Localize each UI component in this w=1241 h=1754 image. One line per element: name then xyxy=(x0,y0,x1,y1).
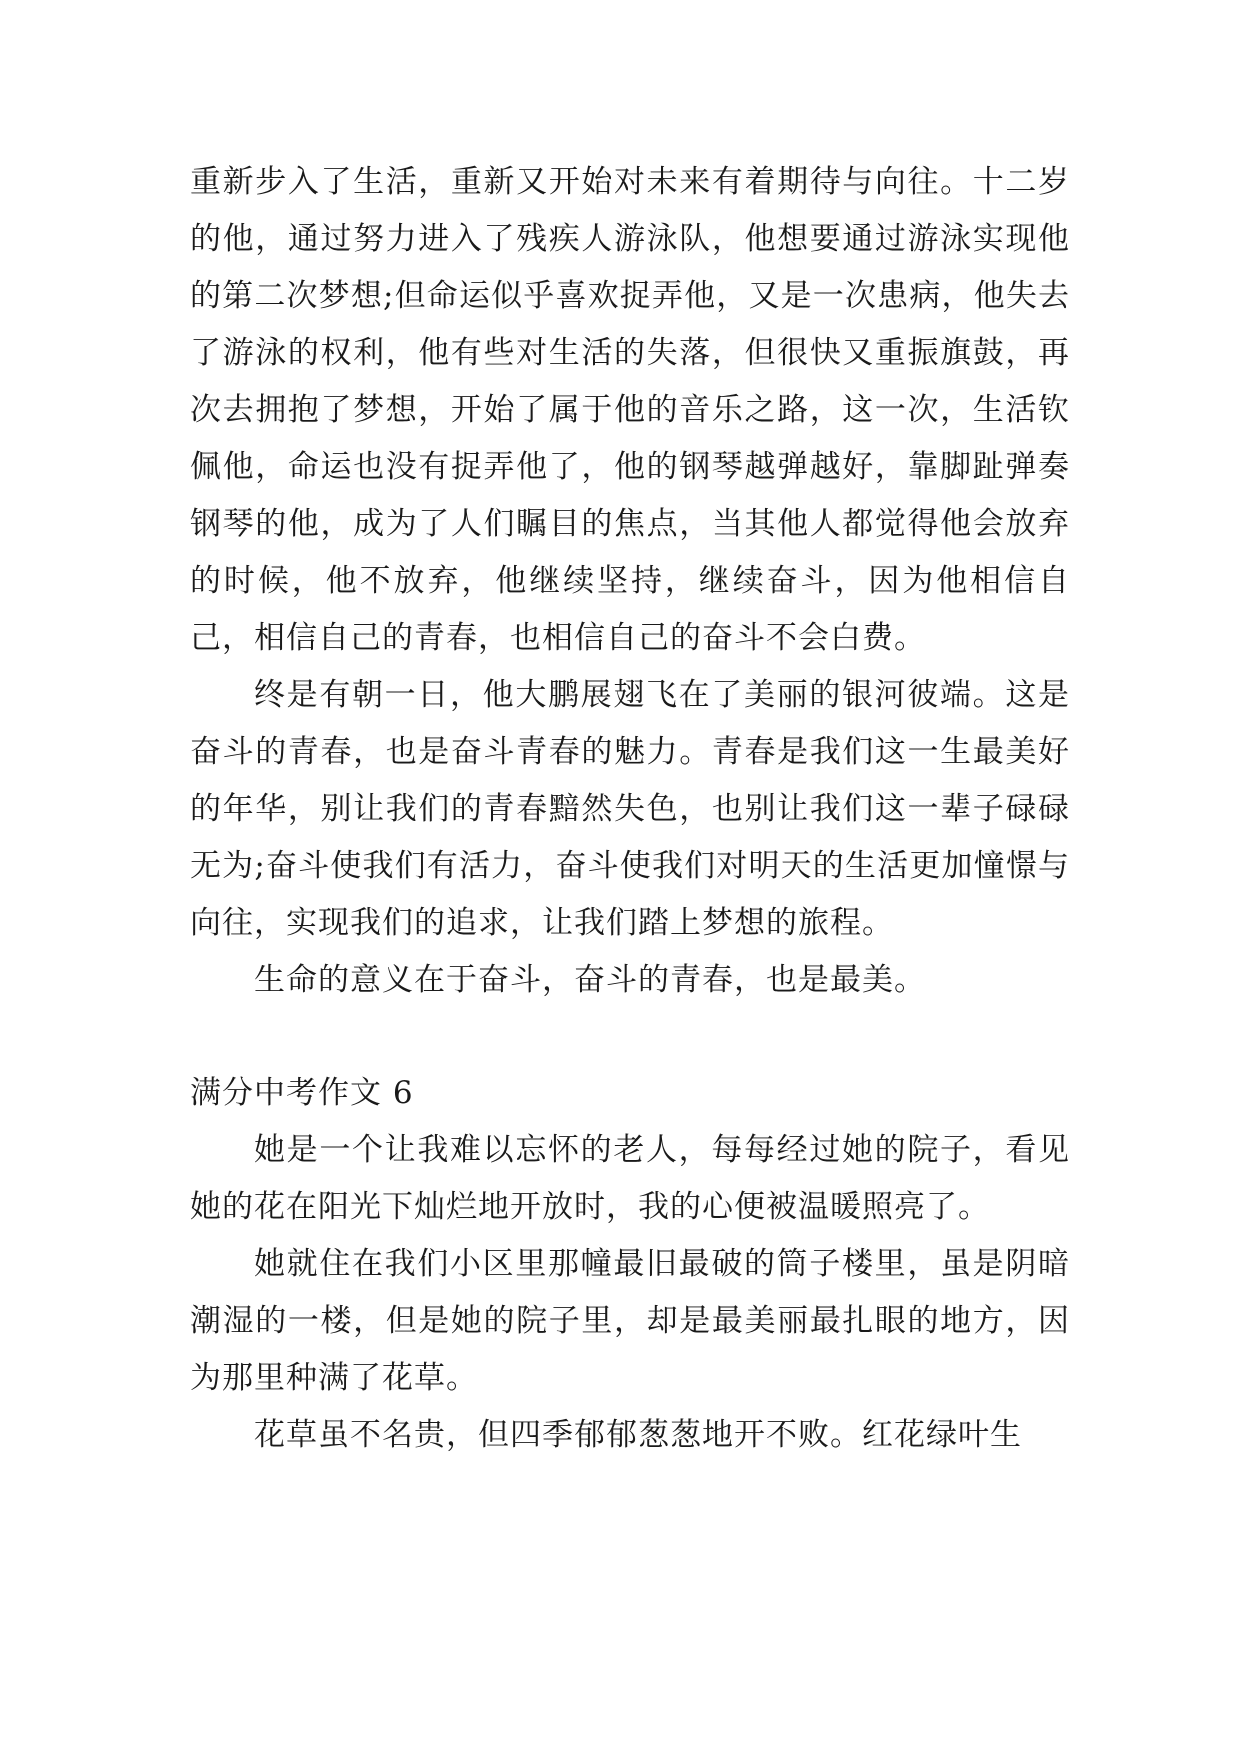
paragraph-4: 她是一个让我难以忘怀的老人，每每经过她的院子，看见她的花在阳光下灿烂地开放时，我的心便被温暖照亮了。 xyxy=(190,1132,1070,1225)
paragraph-2: 终是有朝一日，他大鹏展翅飞在了美丽的银河彼端。这是奋斗的青春，也是奋斗青春的魅力。青春是我们这一生最美好的年华，别让我们的青春黯然失色，也别让我们这一辈子碌碌无为;奋斗使我们有活力，奋斗使我们对明天的生活更加憧憬与向往，实现我们的追求，让我们踏上梦想的旅程。 xyxy=(190,677,1070,941)
paragraph-6: 花草虽不名贵，但四季郁郁葱葱地开不败。红花绿叶生 xyxy=(254,1417,1022,1453)
paragraph-5: 她就住在我们小区里那幢最旧最破的筒子楼里，虽是阴暗潮湿的一楼，但是她的院子里，却是最美丽最扎眼的地方，因为那里种满了花草。 xyxy=(190,1246,1070,1396)
section-title: 满分中考作文 6 xyxy=(190,1075,414,1111)
document-body xyxy=(190,154,1070,1464)
paragraph-3: 生命的意义在于奋斗，奋斗的青春，也是最美。 xyxy=(254,962,926,998)
paragraph-1: 重新步入了生活，重新又开始对未来有着期待与向往。十二岁的他，通过努力进入了残疾人游泳队，他想要通过游泳实现他的第二次梦想;但命运似乎喜欢捉弄他，又是一次患病，他失去了游泳的权利，他有些对生活的失落，但很快又重振旗鼓，再次去拥抱了梦想，开始了属于他的音乐之路，这一次，生活钦佩他，命运也没有捉弄他了，他的钢琴越弹越好，靠脚趾弹奏钢琴的他，成为了人们瞩目的焦点，当其他人都觉得他会放弃的时候，他不放弃，他继续坚持，继续奋斗，因为他相信自己，相信自己的青春，也相信自己的奋斗不会白费。 xyxy=(190,164,1070,656)
